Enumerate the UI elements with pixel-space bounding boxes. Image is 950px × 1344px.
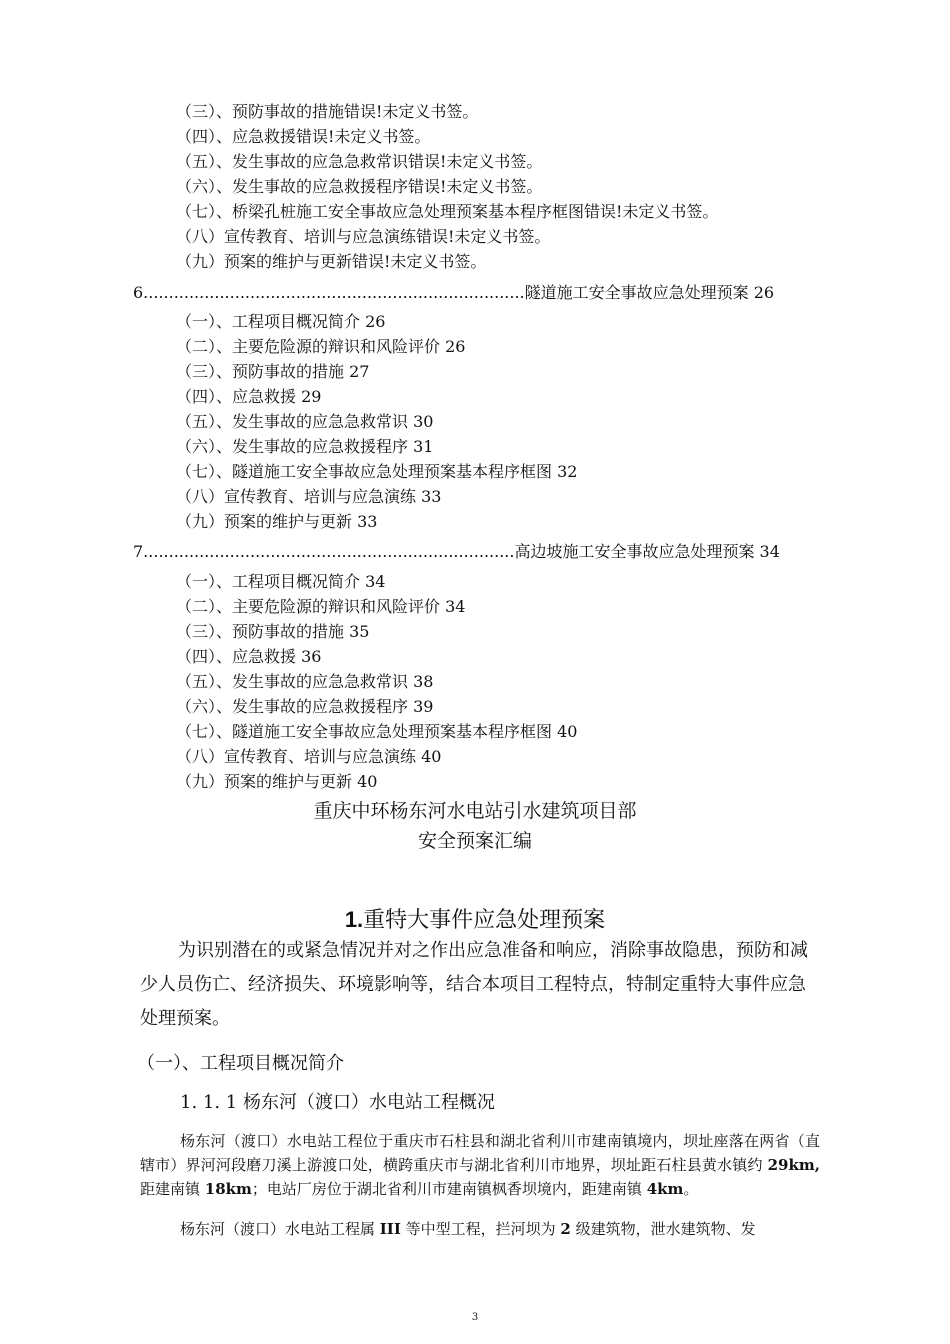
toc-item[interactable]: （八）宣传教育、培训与应急演练错误!未定义书签。 — [176, 227, 551, 246]
para-text: 级建筑物，泄水建筑物、发 — [570, 1220, 756, 1238]
para-text: 距建南镇 — [140, 1180, 205, 1198]
project-overview-paragraph — [140, 1129, 820, 1201]
toc-item[interactable]: （四）、应急救援错误!未定义书签。 — [176, 127, 431, 146]
subsection-heading: 1. 1. 1 杨东河（渡口）水电站工程概况 — [180, 1092, 495, 1113]
intro-paragraph: 为识别潜在的或紧急情况并对之作出应急准备和响应，消除事故隐患，预防和减少人员伤亡、经济损失、环境影响等，结合本项目工程特点，特制定重特大事件应急处理预案。 — [140, 940, 808, 1029]
para-bold: 2 — [560, 1220, 571, 1238]
toc-item[interactable]: （二）、主要危险源的辩识和风险评价 26 — [176, 337, 466, 356]
toc-item[interactable]: （四）、应急救援 29 — [176, 387, 322, 406]
para-bold: 4km — [646, 1180, 684, 1198]
para-text: ；电站厂房位于湖北省利川市建南镇枫香坝境内，距建南镇 — [251, 1180, 647, 1198]
toc-item[interactable]: （四）、应急救援 36 — [176, 647, 322, 666]
para-text: 等中型工程，拦河坝为 — [400, 1220, 561, 1238]
toc-item[interactable]: （五）、发生事故的应急急救常识错误!未定义书签。 — [176, 152, 543, 171]
para-bold: 29km, — [767, 1156, 820, 1174]
para-text: 。 — [683, 1180, 699, 1198]
toc-item[interactable]: （九）预案的维护与更新错误!未定义书签。 — [176, 252, 487, 271]
para-text: 杨东河（渡口）水电站工程属 — [180, 1220, 380, 1238]
page-number: 3 — [471, 1312, 479, 1323]
section-heading: （一）、工程项目概况简介 — [137, 1053, 344, 1074]
toc-item[interactable]: （八）宣传教育、培训与应急演练 33 — [176, 487, 442, 506]
toc-item[interactable]: （六）、发生事故的应急救援程序错误!未定义书签。 — [176, 177, 543, 196]
toc-item[interactable]: （六）、发生事故的应急救援程序 39 — [176, 697, 434, 716]
toc-item[interactable]: （三）、预防事故的措施 27 — [176, 362, 370, 381]
project-title: 重庆中环杨东河水电站引水建筑项目部 — [313, 800, 637, 822]
toc-chapter-7[interactable]: 7.........................................................................高边坡施工安全事故应急处理预案 34 — [133, 542, 780, 561]
toc-item[interactable]: （七）、隧道施工安全事故应急处理预案基本程序框图 40 — [176, 722, 578, 741]
toc-item[interactable]: （五）、发生事故的应急急救常识 30 — [176, 412, 434, 431]
heading-text: 重特大事件应急处理预案 — [363, 908, 606, 933]
toc-item[interactable]: （六）、发生事故的应急救援程序 31 — [176, 437, 434, 456]
heading-number: 1. — [344, 907, 364, 932]
para-bold: 18km — [204, 1180, 252, 1198]
toc-item[interactable]: （八）宣传教育、培训与应急演练 40 — [176, 747, 442, 766]
project-subtitle: 安全预案汇编 — [417, 830, 532, 852]
toc-chapter-6[interactable]: 6...........................................................................隧道施工安全事故应急处理预案 26 — [133, 283, 775, 302]
toc-item[interactable]: （九）预案的维护与更新 40 — [176, 772, 378, 791]
toc-item[interactable]: （一）、工程项目概况简介 34 — [176, 572, 386, 591]
para-text: 杨东河（渡口）水电站工程位于重庆市石柱县和湖北省利川市建南镇境内，坝址座落在两省（直辖市）界河河段磨刀溪上游渡口处，横跨重庆市与湖北省利川市地界，坝址距石柱县黄水镇约 — [140, 1132, 820, 1174]
para-bold: III — [379, 1220, 401, 1238]
toc-item[interactable]: （二）、主要危险源的辩识和风险评价 34 — [176, 597, 466, 616]
toc-item[interactable]: （一）、工程项目概况简介 26 — [176, 312, 386, 331]
toc-item[interactable]: （三）、预防事故的措施 35 — [176, 622, 370, 641]
toc-item[interactable]: （七）、桥梁孔桩施工安全事故应急处理预案基本程序框图错误!未定义书签。 — [176, 202, 719, 221]
toc-item[interactable]: （五）、发生事故的应急急救常识 38 — [176, 672, 434, 691]
project-class-paragraph — [140, 1217, 820, 1241]
toc-item[interactable]: （三）、预防事故的措施错误!未定义书签。 — [176, 102, 479, 121]
toc-item[interactable]: （九）预案的维护与更新 33 — [176, 512, 378, 531]
heading-1 — [0, 903, 950, 934]
toc-item[interactable]: （七）、隧道施工安全事故应急处理预案基本程序框图 32 — [176, 462, 578, 481]
